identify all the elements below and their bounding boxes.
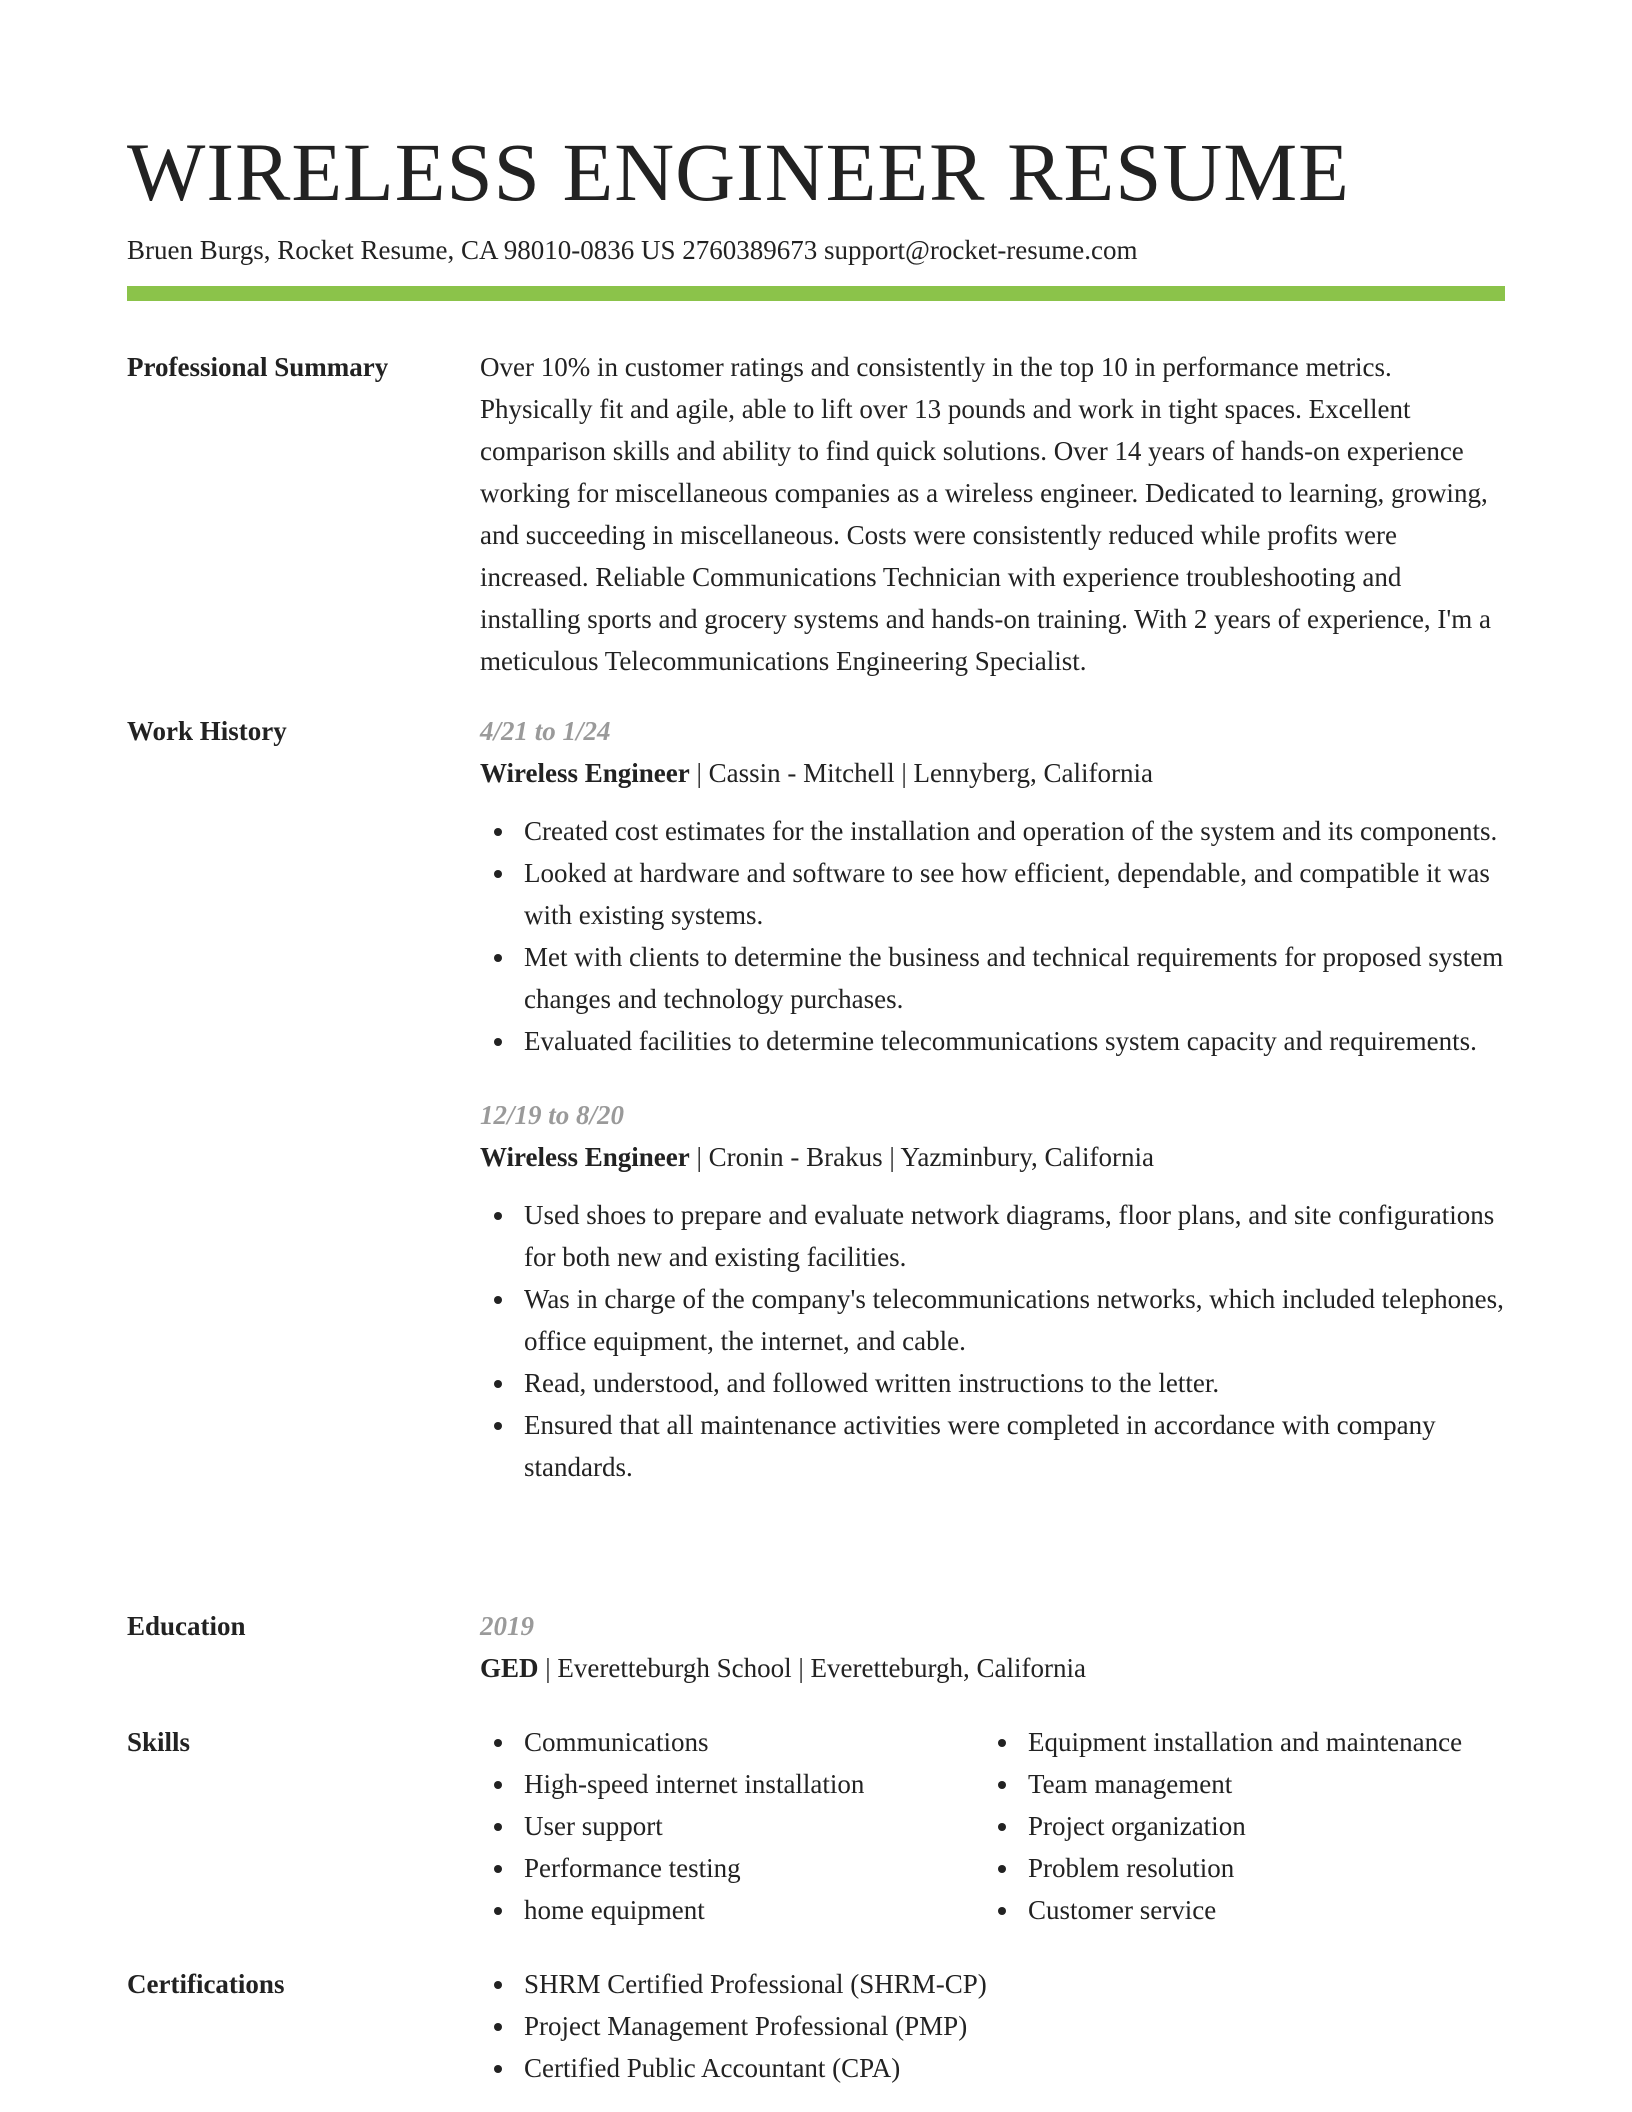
list-item: Problem resolution <box>984 1847 1488 1889</box>
list-item: Project Management Professional (PMP) <box>480 2005 1505 2047</box>
list-item: Project organization <box>984 1805 1488 1847</box>
list-item: Customer service <box>984 1889 1488 1931</box>
list-item: Performance testing <box>480 1847 984 1889</box>
education-school-location: | Everetteburgh School | Everetteburgh, California <box>538 1653 1086 1683</box>
education-degree: GED <box>480 1653 539 1683</box>
list-item: Read, understood, and followed written instructions to the letter. <box>480 1362 1505 1404</box>
list-item: User support <box>480 1805 984 1847</box>
list-item: Equipment installation and maintenance <box>984 1721 1488 1763</box>
list-item: Team management <box>984 1763 1488 1805</box>
list-item: Looked at hardware and software to see how efficient, dependable, and compatible it was with existing systems. <box>480 852 1505 936</box>
list-item: High-speed internet installation <box>480 1763 984 1805</box>
job-dates: 4/21 to 1/24 <box>480 716 611 746</box>
list-item: Was in charge of the company's telecommunications networks, which included telephones, office equipment, the internet, and cable. <box>480 1278 1505 1362</box>
summary-text: Over 10% in customer ratings and consistently in the top 10 in performance metrics. Physically fit and agile, able to lift over 13 pounds and work in tight spaces. Excellent comparison skills and ability to find quick solutions. Over 14 years of hands-on experience working for miscellaneous companies as a wireless engineer. Dedicated to learning, growing, and succeeding in miscellaneous. Costs were consistently reduced while profits were increased. Reliable Communications Technician with experience troubleshooting and installing sports and grocery systems and hands-on training. With 2 years of experience, I'm a meticulous Telecommunications Engineering Specialist. <box>480 352 1492 676</box>
job-bullets <box>480 810 1505 1062</box>
skills-columns <box>480 1721 1505 1931</box>
work-history-content <box>480 710 1505 1488</box>
section-label-summary: Professional Summary <box>127 352 389 382</box>
education-year: 2019 <box>480 1611 534 1641</box>
skills-list-right <box>984 1721 1488 1931</box>
list-item: Ensured that all maintenance activities were completed in accordance with company standards. <box>480 1404 1505 1488</box>
job-title: Wireless Engineer <box>480 1142 690 1172</box>
job-bullets <box>480 1194 1505 1488</box>
contact-line: Bruen Burgs, Rocket Resume, CA 98010-0836 US 2760389673 support@rocket-resume.com <box>127 235 1138 265</box>
certifications-list <box>480 1963 1505 2089</box>
list-item: Met with clients to determine the business and technical requirements for proposed system changes and technology purchases. <box>480 936 1505 1020</box>
skills-list-left <box>480 1721 984 1931</box>
job-heading <box>480 752 1505 794</box>
accent-divider <box>127 286 1505 301</box>
certifications-content <box>480 1963 1505 2089</box>
job-entry <box>480 1094 1505 1488</box>
list-item: Evaluated facilities to determine telecommunications system capacity and requirements. <box>480 1020 1505 1062</box>
section-label-certifications: Certifications <box>127 1969 285 1999</box>
education-content <box>480 1605 1505 1689</box>
job-heading <box>480 1136 1505 1178</box>
section-label-education: Education <box>127 1611 246 1641</box>
list-item: Certified Public Accountant (CPA) <box>480 2047 1505 2089</box>
job-employer-location: | Cronin - Brakus | Yazminbury, California <box>689 1142 1155 1172</box>
job-employer-location: | Cassin - Mitchell | Lennyberg, California <box>689 758 1153 788</box>
job-title: Wireless Engineer <box>480 758 690 788</box>
education-heading <box>480 1647 1505 1689</box>
section-label-skills: Skills <box>127 1727 191 1757</box>
resume-title: WIRELESS ENGINEER RESUME <box>127 126 1350 218</box>
list-item: home equipment <box>480 1889 984 1931</box>
job-entry <box>480 710 1505 1062</box>
list-item: Used shoes to prepare and evaluate network diagrams, floor plans, and site configurations for both new and existing facilities. <box>480 1194 1505 1278</box>
list-item: Communications <box>480 1721 984 1763</box>
section-label-work-history: Work History <box>127 716 287 746</box>
list-item: SHRM Certified Professional (SHRM-CP) <box>480 1963 1505 2005</box>
job-dates: 12/19 to 8/20 <box>480 1100 625 1130</box>
list-item: Created cost estimates for the installation and operation of the system and its components. <box>480 810 1505 852</box>
